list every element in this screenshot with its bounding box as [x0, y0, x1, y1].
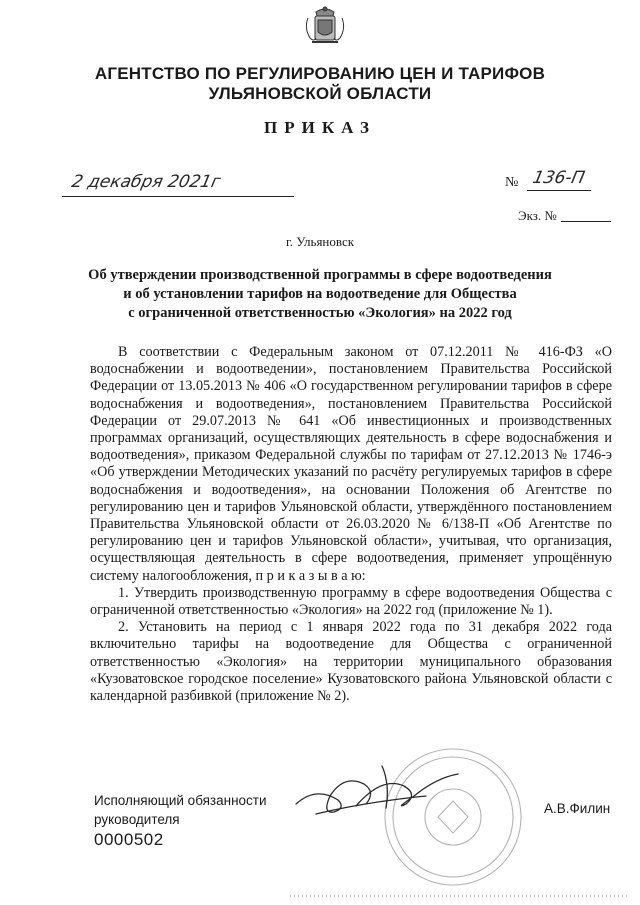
handwritten-date: 2 декабря 2021г [69, 172, 223, 192]
order-heading-line3: с ограниченной ответственностью «Экология» на 2022 год [128, 305, 512, 321]
order-body [90, 344, 612, 705]
order-heading-line1: Об утверждении производственной программы в сфере водоотведения [88, 267, 552, 283]
signatory-position-line2: руководителя [94, 812, 180, 827]
order-heading [70, 266, 570, 323]
body-paragraph-item1: 1. Утвердить производственную программу в сфере водоотведения Общества с ограниченной ответственностью «Экология» на 2022 год (приложение № 1). [90, 584, 612, 619]
handwritten-signature [286, 756, 476, 836]
order-heading-line2: и об установлении тарифов на водоотведение для Общества [123, 286, 517, 302]
agency-name [40, 64, 600, 104]
number-prefix: № [505, 175, 519, 190]
city-label: г. Ульяновск [285, 234, 355, 249]
signatory-name: А.В.Филин [544, 801, 611, 816]
signatory-position [94, 791, 267, 829]
signatory-position-line1: Исполняющий обязанности [94, 793, 267, 808]
agency-name-line2: УЛЬЯНОВСКОЙ ОБЛАСТИ [208, 84, 432, 103]
order-title: ПРИКАЗ [264, 118, 376, 137]
copy-number-blank [561, 221, 611, 222]
handwritten-number: 136-П [530, 168, 587, 188]
scan-edge-dots [290, 893, 630, 899]
agency-name-line1: АГЕНТСТВО ПО РЕГУЛИРОВАНИЮ ЦЕН И ТАРИФОВ [94, 64, 546, 83]
body-paragraph-item2: 2. Установить на период с 1 января 2022 года по 31 декабря 2022 года включительно тарифы на водоотведение для Общества с ограниченной ответственностью «Экология» на территории муниципального образования «Кузоватовское городское поселение» Кузоватовского района Ульяновской области с календарной разбивкой (приложение № 2). [90, 619, 612, 705]
coat-of-arms-emblem [300, 2, 350, 46]
date-underline [62, 196, 294, 197]
document-serial-number: 0000502 [94, 830, 164, 849]
copy-number-label: Экз. № [518, 208, 557, 223]
body-paragraph-preamble: В соответствии с Федеральным законом от 07.12.2011 № 416-ФЗ «О водоснабжении и водоотведении», постановлением Правительства Российской Федерации от 13.05.2013 № 406 «О государственном регулировании тарифов в сфере водоснабжения и водоотведения», постановлением Правительства Российской Федерации от 29.07.2013 № 641 «Об инвестиционных и производственных программах организаций, осуществляющих деятельность в сфере водоснабжения и водоотведения», приказом Федеральной службы по тарифам от 27.12.2013 № 1746-э «Об утверждении Методических указаний по расчёту регулируемых тарифов в сфере водоснабжения и водоотведения», на основании Положения об Агентстве по регулированию цен и тарифов Ульяновской области, утверждённого постановлением Правительства Ульяновской области от 26.03.2020 № 6/138-П «Об Агентстве по регулированию цен и тарифов Ульяновской области», учитывая, что организация, осуществляющая деятельность в сфере водоотведения, применяет упрощённую систему налогообложения, п р и к а з ы в а ю: [90, 344, 612, 584]
number-underline [527, 190, 591, 191]
